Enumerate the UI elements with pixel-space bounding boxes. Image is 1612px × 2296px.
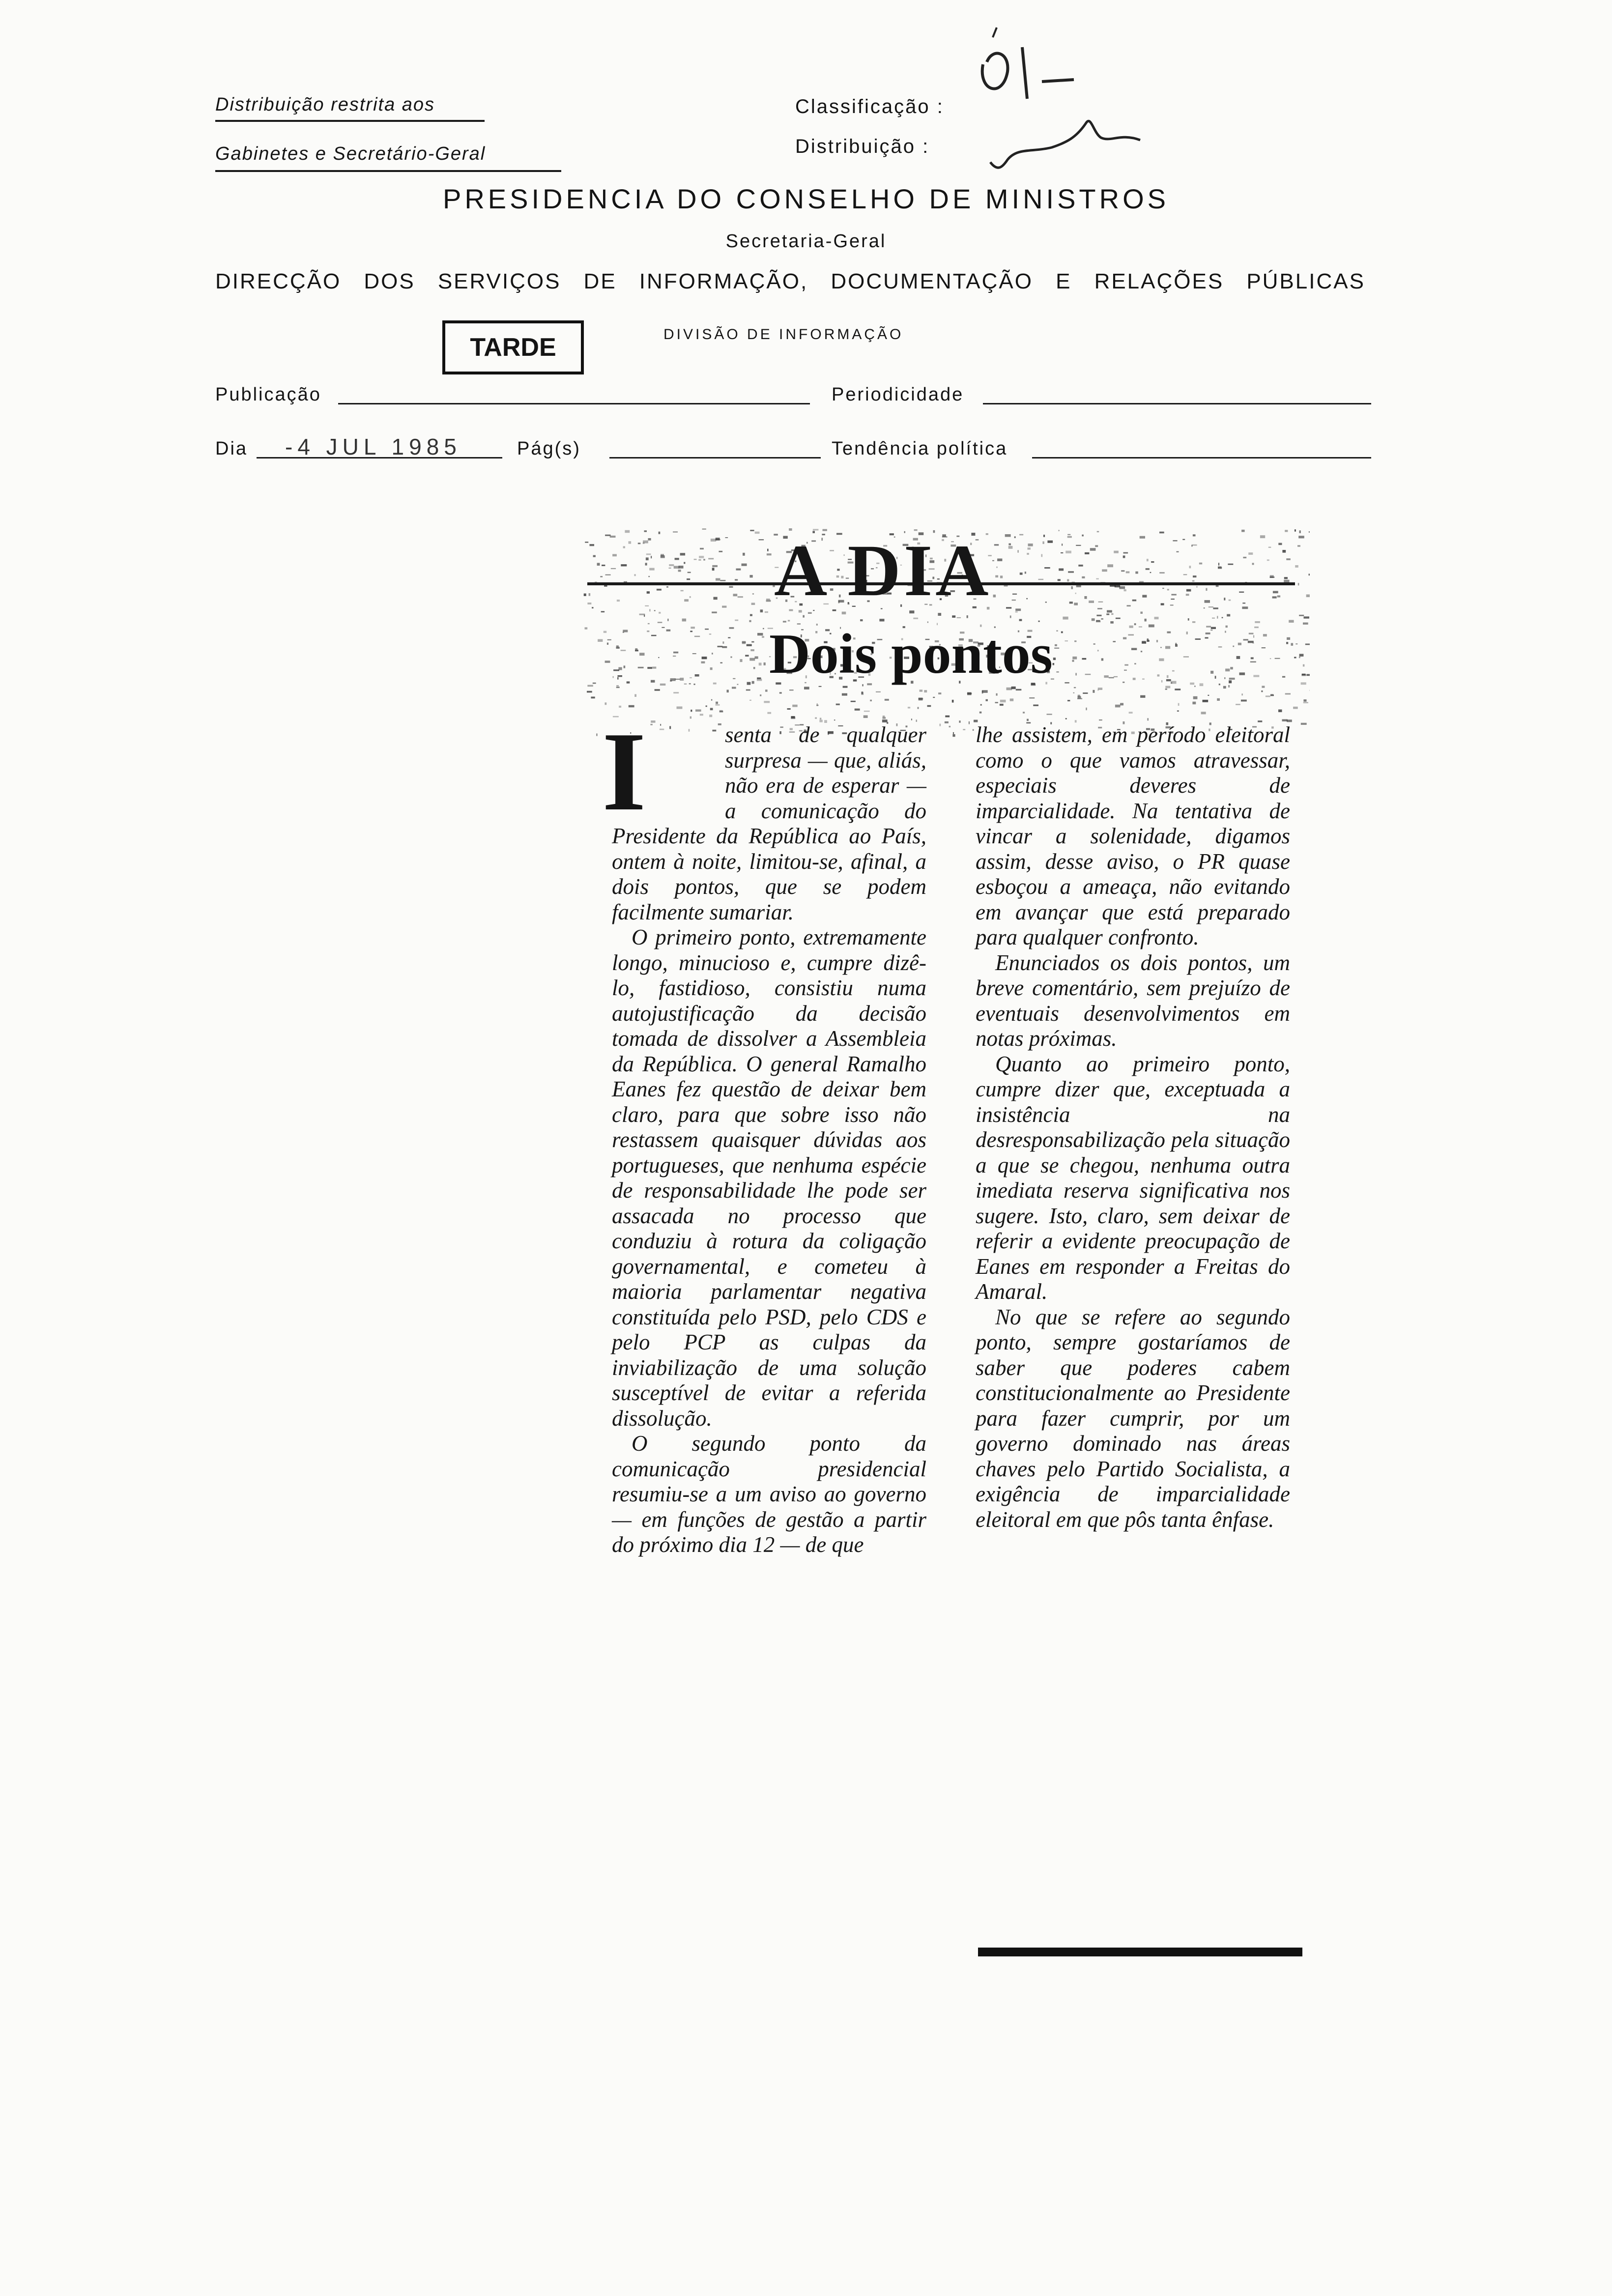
- direccao-line: [215, 269, 1365, 294]
- restriction-line-2: Gabinetes e Secretário-Geral: [215, 144, 486, 164]
- article-paragraph: No que se refere ao segundo ponto, sempre gostaríamos de saber que poderes cabem constitucionalmente ao Presidente para fazer cumprir, por um governo dominado nas áreas chaves pelo Partido Socialista, a exigência de imparcialidade eleitoral em que pôs tanta ênfase.: [976, 1304, 1290, 1532]
- restriction-line-1: Distribuição restrita aos: [215, 94, 435, 115]
- article-column-1: [612, 722, 926, 1558]
- direccao-word: SERVIÇOS: [437, 269, 561, 293]
- direccao-word: DOCUMENTAÇÃO: [831, 269, 1033, 293]
- drop-cap: I: [602, 709, 646, 834]
- direccao-word: PÚBLICAS: [1246, 269, 1365, 293]
- direccao-word: E: [1056, 269, 1072, 293]
- article-end-rule: [978, 1948, 1302, 1956]
- publicacao-field-line: [338, 403, 810, 404]
- pags-field-line: [609, 457, 821, 459]
- newspaper-name: A DIA: [774, 530, 992, 611]
- drop-cap-space: [612, 722, 725, 824]
- article-headline: Dois pontos: [769, 623, 1053, 686]
- direccao-word: DIRECÇÃO: [215, 269, 342, 293]
- newspaper-clipping: [582, 528, 1310, 1978]
- page-subtitle: Secretaria-Geral: [725, 231, 887, 252]
- dia-label: Dia: [215, 438, 248, 459]
- direccao-word: DOS: [364, 269, 415, 293]
- publicacao-label: Publicação: [215, 384, 321, 405]
- restriction-underline-2: [215, 170, 561, 172]
- article-paragraph: lhe assistem, em período eleitoral como o que vamos atravessar, especiais deveres de imparcialidade. Na tentativa de vincar a solenidade, digamos assim, desse aviso, o PR quase esboçou a ameaça, não evitando em avançar que está preparado para qualquer confronto.: [976, 722, 1290, 949]
- tendencia-field-line: [1032, 457, 1371, 459]
- article-paragraph: Quanto ao primeiro ponto, cumpre dizer que, exceptuada a insistência na desresponsabilização pela situação a que se chegou, nenhuma outra imediata reserva significativa nos sugere. Isto, claro, sem deixar de referir a evidente preocupação de Eanes em responder a Freitas do Amaral.: [976, 1051, 1290, 1304]
- direccao-word: DE: [583, 269, 617, 293]
- article-column-2: [976, 722, 1290, 1532]
- tendencia-label: Tendência política: [832, 438, 1008, 459]
- direccao-word: INFORMAÇÃO,: [639, 269, 808, 293]
- page-title: PRESIDENCIA DO CONSELHO DE MINISTROS: [443, 183, 1169, 214]
- periodicidade-label: Periodicidade: [832, 384, 964, 405]
- handwritten-signature: [988, 113, 1145, 177]
- divisao-label: DIVISÃO DE INFORMAÇÃO: [663, 326, 904, 343]
- article-paragraph: O primeiro ponto, extremamente longo, minucioso e, cumpre dizê-lo, fastidioso, consistiu numa autojustificação da decisão tomada de dissolver a Assembleia da República. O general Ramalho Eanes fez questão de deixar bem claro, para que sobre isso não restassem quaisquer dúvidas aos portugueses, que nenhuma espécie de responsabilidade lhe pode ser assacada no processo que conduziu à rotura da coligação governamental, e cometeu à maioria parlamentar negativa constituída pelo PSD, pelo CDS e pelo PCP as culpas da inviabilização de uma solução susceptível de evitar a referida dissolução.: [612, 925, 926, 1431]
- date-stamp: -4 JUL 1985: [285, 434, 461, 459]
- handwritten-code-mark: [973, 18, 1101, 106]
- restriction-underline-1: [215, 120, 485, 122]
- classificacao-label: Classificação :: [795, 96, 944, 117]
- pags-label: Pág(s): [517, 438, 581, 459]
- edition-box: TARDE: [442, 320, 584, 374]
- periodicidade-field-line: [983, 403, 1371, 404]
- article-paragraph: O segundo ponto da comunicação presidencial resumiu-se a um aviso ao governo — em funções de gestão a partir do próximo dia 12 — de que: [612, 1431, 926, 1557]
- distribuicao-label: Distribuição :: [795, 136, 930, 157]
- article-paragraph: Enunciados os dois pontos, um breve comentário, sem prejuízo de eventuais desenvolvimentos em notas próximas.: [976, 950, 1290, 1051]
- direccao-word: RELAÇÕES: [1094, 269, 1224, 293]
- article-paragraph: senta de qualquer surpresa — que, aliás, não era de esperar — a comunicação do Presidente da República ao País, ontem à noite, limitou-se, afinal, a dois pontos, que se podem facilmente sumariar.: [612, 722, 926, 924]
